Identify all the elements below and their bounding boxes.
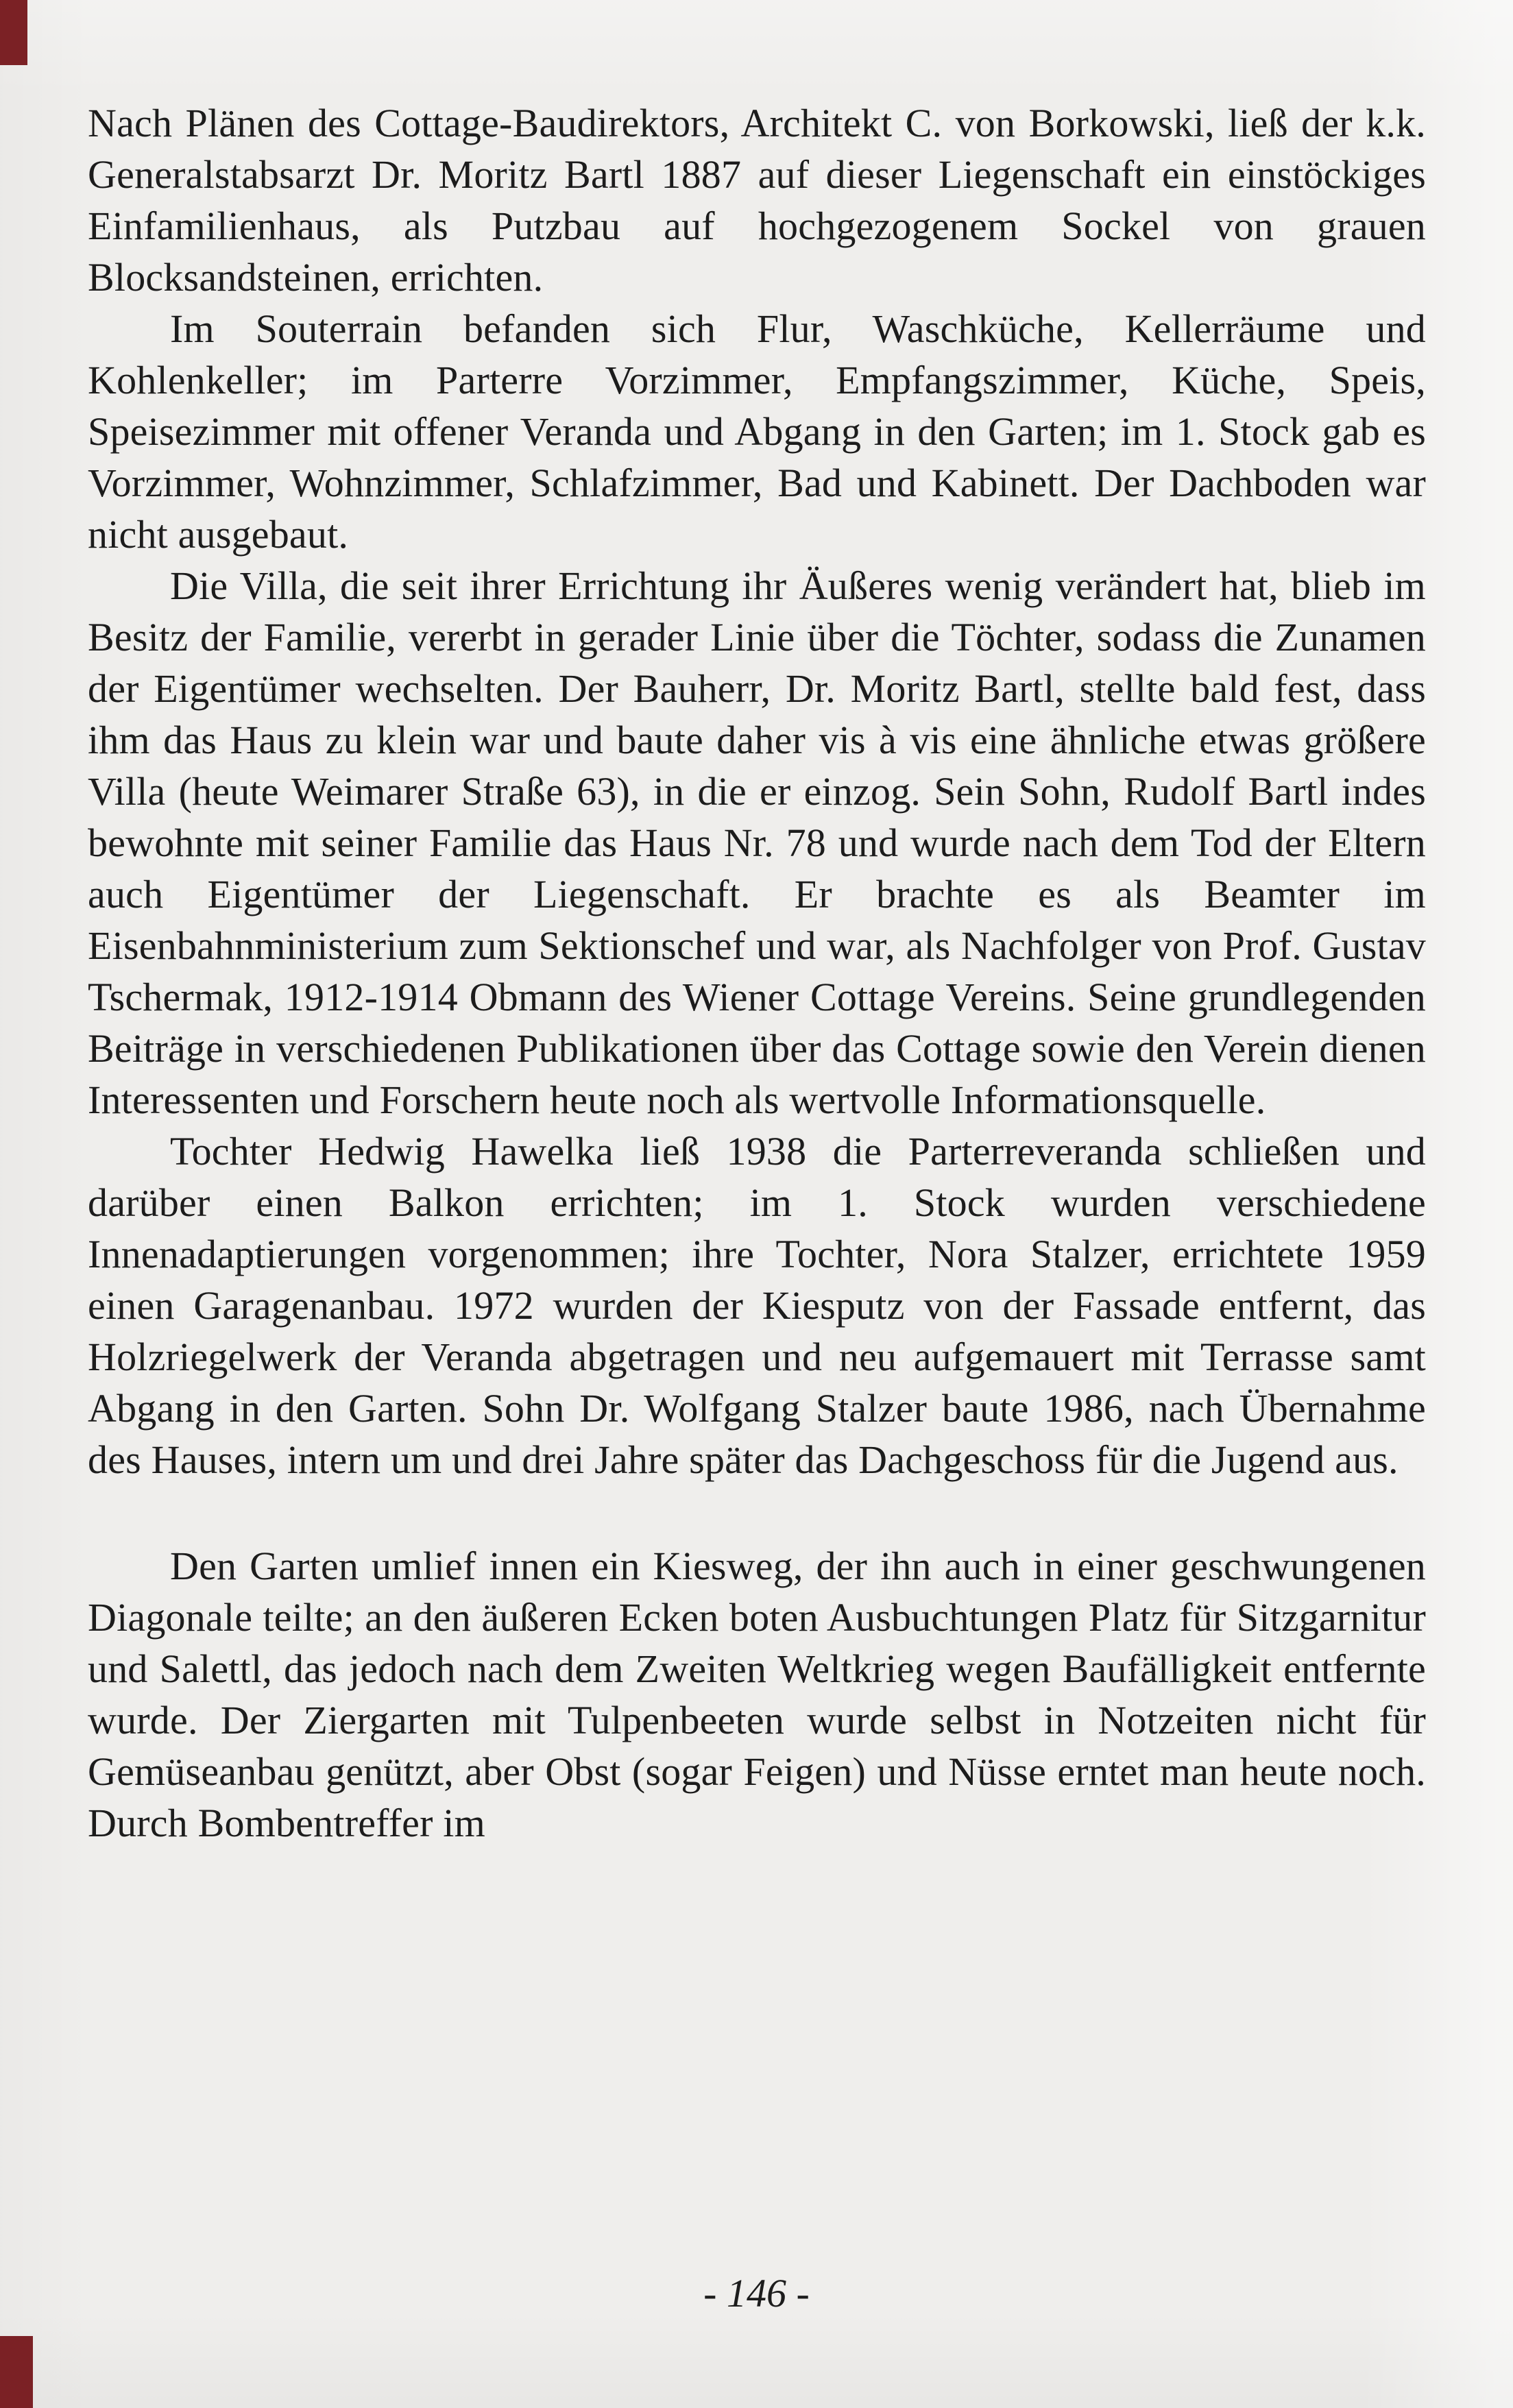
paragraph: Im Souterrain befanden sich Flur, Waschküche, Kellerräume und Kohlenkeller; im Parterre Vorzimmer, Empfangszimmer, Küche, Speis, Speisezimmer mit offener Veranda und Abgang in den Garten; im 1. Stock gab es Vorzimmer, Wohnzimmer, Schlafzimmer, Bad und Kabinett. Der Dachboden war nicht ausgebaut. [88,306,1426,557]
book-cover-mark-bottom-left [0,2336,33,2408]
paragraph: Den Garten umlief innen ein Kiesweg, der ihn auch in einer geschwungenen Diagonale teilte; an den äußeren Ecken boten Ausbuchtungen Platz für Sitzgarnitur und Salettl, das jedoch nach dem Zweiten Weltkrieg wegen Baufälligkeit entfernte wurde. Der Ziergarten mit Tulpenbeeten wurde selbst in Notzeiten nicht für Gemüseanbau genützt, aber Obst (sogar Feigen) und Nüsse erntet man heute noch. Durch Bombentreffer im [88,1544,1426,1845]
paragraph: Die Villa, die seit ihrer Errichtung ihr Äußeres wenig verändert hat, blieb im Besitz der Familie, vererbt in gerader Linie über die Töchter, sodass die Zunamen der Eigentümer wechselten. Der Bauherr, Dr. Moritz Bartl, stellte bald fest, dass ihm das Haus zu klein war und baute daher vis à vis eine ähnliche etwas größere Villa (heute Weimarer Straße 63), in die er einzog. Sein Sohn, Rudolf Bartl indes bewohnte mit seiner Familie das Haus Nr. 78 und wurde nach dem Tod der Eltern auch Eigentümer der Liegenschaft. Er brachte es als Beamter im Eisenbahnministerium zum Sektionschef und war, als Nachfolger von Prof. Gustav Tschermak, 1912-1914 Obmann des Wiener Cottage Vereins. Seine grundlegenden Beiträge in verschiedenen Publikationen über das Cottage sowie den Verein dienen Interessenten und Forschern heute noch als wertvolle Informationsquelle. [88,563,1426,1122]
page-text-block [88,97,1426,1849]
page-number: - 146 - [703,2271,810,2315]
paragraph: Nach Plänen des Cottage-Baudirektors, Architekt C. von Borkowski, ließ der k.k. Generalstabsarzt Dr. Moritz Bartl 1887 auf dieser Liegenschaft ein einstöckiges Einfamilienhaus, als Putzbau auf hochgezogenem Sockel von grauen Blocksandsteinen, errichten. [88,101,1426,300]
book-cover-mark-top-left [0,0,27,65]
paragraph: Tochter Hedwig Hawelka ließ 1938 die Parterreveranda schließen und darüber einen Balkon errichten; im 1. Stock wurden verschiedene Innenadaptierungen vorgenommen; ihre Tochter, Nora Stalzer, errichtete 1959 einen Garagenanbau. 1972 wurden der Kiesputz von der Fassade entfernt, das Holzriegelwerk der Veranda abgetragen und neu aufgemauert mit Terrasse samt Abgang in den Garten. Sohn Dr. Wolfgang Stalzer baute 1986, nach Übernahme des Hauses, intern um und drei Jahre später das Dachgeschoss für die Jugend aus. [88,1129,1426,1482]
